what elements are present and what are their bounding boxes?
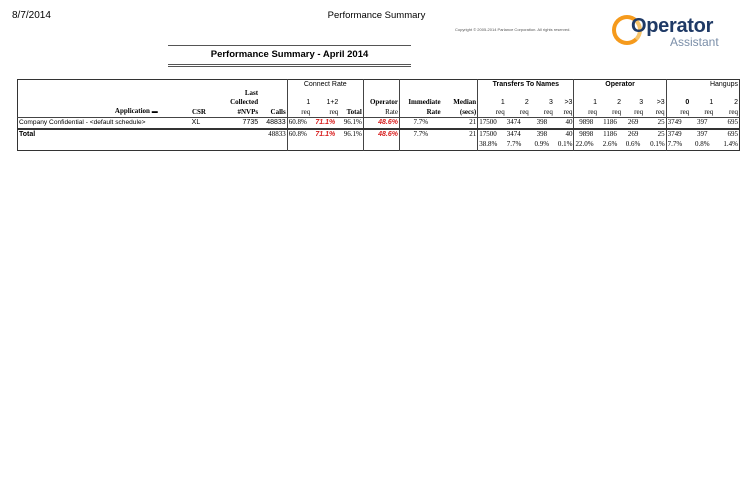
cell-t1: 17500 [478, 118, 506, 129]
page-header-title: Performance Summary [327, 10, 426, 21]
hdr-o3-top: 3 [639, 99, 644, 106]
cell-nvps: 7735 [242, 119, 259, 127]
group-transfers: Transfers To Names [478, 80, 574, 90]
hdr-imm-bot: Rate [426, 107, 441, 116]
hdr-cr1: req [287, 107, 311, 118]
total-percent-row [18, 140, 740, 151]
logo-word-operator: Operator [631, 15, 714, 37]
header-row-2 [18, 89, 740, 98]
hdr-h1: req [704, 107, 714, 116]
total-t4: 40 [565, 130, 573, 138]
total-cr12: 71.1% [315, 131, 336, 138]
cell-h0: 3749 [666, 118, 690, 129]
hdr-imm-rate [399, 107, 441, 118]
cell-application[interactable]: Company Confidential - <default schedule> [19, 119, 146, 127]
report-title: Performance Summary - April 2014 [210, 49, 369, 60]
hdr-o2-top: 2 [617, 99, 622, 106]
cell-h1: 397 [697, 118, 708, 127]
total-h2: 695 [727, 130, 738, 138]
total-crtotal: 96.1% [343, 130, 362, 138]
cell-o3: 269 [627, 118, 639, 127]
total-label: Total [19, 131, 36, 138]
group-operator: Operator [574, 80, 666, 90]
total-median: 21 [469, 130, 477, 138]
cell-t2: 3474 [506, 118, 521, 127]
total-o3: 269 [627, 130, 639, 138]
title-rule-bottom [168, 64, 411, 65]
hdr-oprate: Rate [363, 107, 399, 118]
hdr-med-bot: (secs) [459, 107, 477, 116]
hdr-last: Last [244, 89, 259, 97]
total-oprate: 48.6% [363, 129, 399, 140]
hdr-oprate-top: Operator [363, 98, 399, 107]
hdr-t2-top: 2 [524, 99, 529, 106]
cell-t3: 398 [536, 118, 548, 127]
title-rule-bottom-2 [168, 66, 411, 67]
header-row-3 [18, 98, 740, 107]
cell-cr1: 60.8% [287, 118, 311, 129]
total-t1: 17500 [478, 129, 506, 140]
title-rule-top [168, 45, 411, 46]
total-h1-pct: 0.8% [694, 140, 710, 149]
total-t1-pct: 38.8% [478, 140, 506, 151]
hdr-imm-top: Immediate [399, 98, 441, 107]
hdr-o3: req [634, 107, 644, 116]
group-hangups: Hangups [666, 80, 739, 90]
hdr-t4: req [563, 107, 573, 116]
hdr-med-top: Median [453, 98, 477, 106]
hdr-o1: req [574, 107, 598, 118]
group-header-row [18, 80, 740, 90]
total-o1-pct: 22.0% [574, 140, 598, 151]
total-h1: 397 [697, 130, 708, 138]
hdr-cr12: req [329, 107, 339, 116]
hdr-calls: Calls [270, 107, 286, 116]
logo-word-assistant: Assistant [670, 35, 719, 49]
cell-crtotal: 96.1% [343, 118, 362, 127]
hdr-o4-top: >3 [656, 99, 665, 106]
total-row [18, 129, 740, 140]
hdr-csr: CSR [191, 107, 206, 116]
table-row[interactable] [18, 118, 740, 129]
total-h0-pct: 7.7% [666, 140, 690, 151]
total-cr1: 60.8% [287, 129, 311, 140]
total-h2-pct: 1.4% [723, 140, 738, 149]
total-o1: 9898 [574, 129, 598, 140]
sort-icon[interactable]: ▬ [151, 109, 158, 115]
cell-o2: 1186 [603, 118, 617, 127]
hdr-cr1-top: 1 [287, 98, 311, 107]
hdr-o4: req [655, 107, 665, 116]
hdr-t1-top: 1 [478, 98, 506, 107]
hdr-nvps: #NVPs [237, 107, 259, 116]
hdr-collected: Collected [230, 98, 259, 106]
header-row-4 [18, 107, 740, 118]
hdr-t1: req [478, 107, 506, 118]
hdr-h0-top: 0 [666, 98, 690, 107]
performance-table [17, 79, 740, 151]
total-o4-pct: 0.1% [650, 140, 665, 149]
total-o4: 25 [657, 130, 665, 138]
cell-oprate: 48.6% [363, 118, 399, 129]
hdr-t3-top: 3 [548, 99, 553, 106]
hdr-h2-top: 2 [734, 99, 738, 106]
hdr-t2: req [519, 107, 529, 116]
total-imm: 7.7% [399, 129, 441, 140]
total-calls: 48833 [268, 130, 286, 138]
total-o2-pct: 2.6% [602, 140, 618, 149]
total-t3: 398 [536, 130, 548, 138]
hdr-h0: req [666, 107, 690, 118]
hdr-t4-top: >3 [564, 99, 573, 106]
cell-o4: 25 [657, 118, 665, 127]
cell-csr: XL [191, 119, 201, 127]
total-o2: 1186 [603, 130, 617, 138]
hdr-cr12-top: 1+2 [326, 99, 339, 106]
total-o3-pct: 0.6% [625, 140, 641, 149]
copyright-notice: Copyright © 2005-2014 Parlance Corporation. All rights reserved. [455, 27, 571, 32]
cell-imm: 7.7% [399, 118, 441, 129]
total-t4-pct: 0.1% [557, 140, 573, 149]
hdr-application[interactable] [18, 107, 185, 118]
hdr-application-label: Application [114, 107, 150, 115]
hdr-crtotal: Total [346, 107, 362, 116]
cell-t4: 40 [565, 118, 573, 127]
report-date: 8/7/2014 [12, 10, 51, 21]
group-connect-rate: Connect Rate [287, 80, 363, 90]
cell-cr12: 71.1% [315, 119, 336, 127]
hdr-o1-top: 1 [574, 98, 598, 107]
cell-calls: 48833 [266, 119, 286, 127]
total-h0: 3749 [666, 129, 690, 140]
hdr-h1-top: 1 [709, 99, 714, 106]
total-t3-pct: 0.9% [534, 140, 550, 149]
hdr-o2: req [612, 107, 622, 116]
cell-median: 21 [469, 118, 477, 127]
total-t2-pct: 7.7% [506, 140, 522, 149]
hdr-h2: req [729, 107, 738, 116]
hdr-t3: req [543, 107, 553, 116]
hdr-median [442, 107, 478, 118]
cell-h2: 695 [727, 118, 738, 127]
cell-o1: 9898 [574, 118, 598, 129]
total-t2: 3474 [506, 130, 521, 138]
operator-assistant-logo [612, 13, 742, 49]
